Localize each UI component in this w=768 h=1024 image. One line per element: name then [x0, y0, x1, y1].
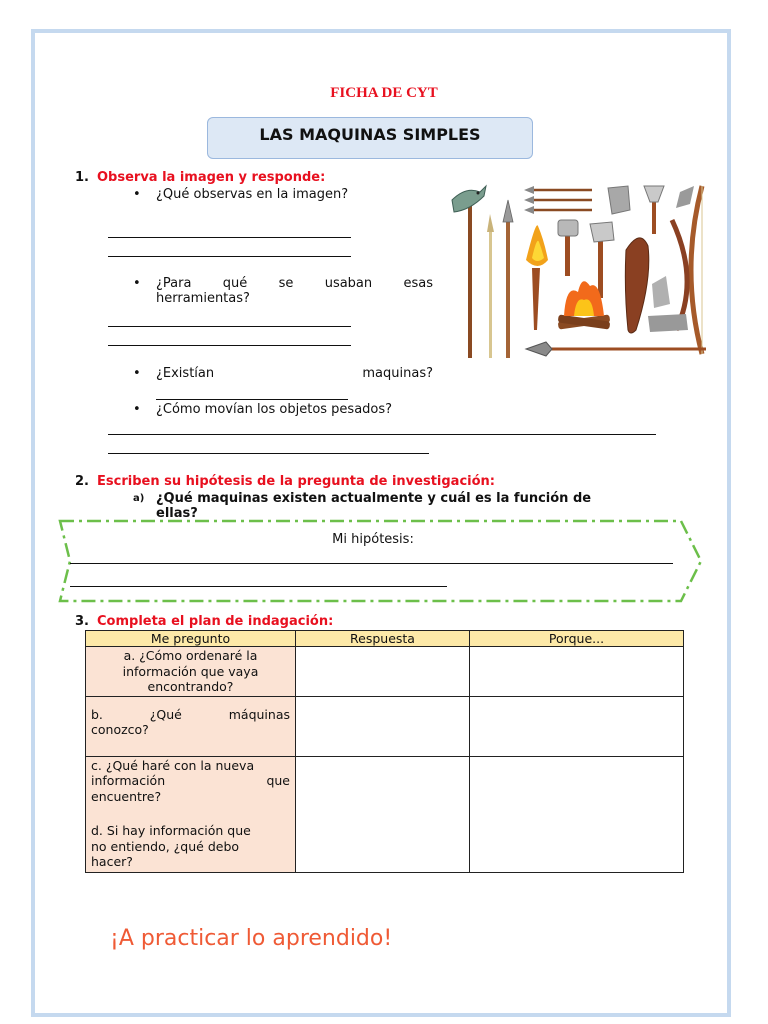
section-2-number: 2. [75, 474, 89, 489]
question-cell-b [86, 696, 296, 756]
tools-drawing [440, 180, 710, 360]
spacer [91, 804, 290, 823]
question-cell-a [86, 647, 296, 697]
table-row [86, 647, 684, 697]
primitive-tools-illustration [440, 180, 710, 360]
hypothesis-arrow-box [55, 517, 707, 605]
word: máquinas [228, 706, 290, 722]
section-1-title: Observa la imagen y responde: [97, 170, 326, 185]
section-3-title: Completa el plan de indagación: [97, 614, 334, 629]
answer-line[interactable] [108, 237, 351, 238]
answer-line[interactable] [156, 399, 348, 400]
question-2-line2: herramientas? [156, 291, 250, 306]
column-header-reason: Porque... [470, 631, 684, 647]
answer-line[interactable] [108, 256, 351, 257]
word: b. [91, 706, 103, 722]
word: ¿Qué [149, 706, 182, 722]
answer-line[interactable] [108, 326, 351, 327]
cell-line: d. Si hay información que [91, 823, 251, 838]
torch-icon [526, 225, 548, 330]
cell-line: hacer? [91, 854, 133, 869]
stone-hammer-icon [558, 220, 578, 276]
word: información [91, 773, 166, 788]
reason-cell[interactable] [470, 696, 684, 756]
question-3 [133, 366, 433, 381]
section-2-title: Escriben su hipótesis de la pregunta de investigación: [97, 474, 495, 489]
hypothesis-label: Mi hipótesis: [332, 532, 414, 547]
word: usaban [324, 276, 373, 291]
stone-icon [676, 186, 694, 208]
column-header-question: Me pregunto [86, 631, 296, 647]
footer-slogan: ¡A practicar lo aprendido! [110, 926, 393, 951]
question-4-text: ¿Cómo movían los objetos pesados? [156, 402, 393, 417]
cell-line [91, 773, 290, 789]
cell-line: no entiendo, ¿qué debo [91, 838, 240, 854]
answer-cell[interactable] [296, 696, 470, 756]
bullet-icon: • [133, 366, 141, 381]
section-3-number: 3. [75, 614, 89, 629]
worksheet-header: FICHA DE CYT [330, 85, 438, 101]
cell-line: encuentre? [91, 788, 162, 804]
stone-icon [608, 186, 630, 214]
long-spear-icon [526, 342, 706, 356]
fish-spear-icon [452, 186, 486, 358]
question-2 [133, 276, 433, 306]
cell-line: a. ¿Cómo ordenaré la [123, 648, 258, 663]
word: qué [222, 276, 248, 291]
section-1-number: 1. [75, 170, 89, 185]
question-3-end: maquinas? [362, 366, 433, 381]
hypothesis-line[interactable] [70, 586, 447, 587]
hypothesis-line[interactable] [70, 563, 673, 564]
worksheet-title: LAS MAQUINAS SIMPLES [207, 117, 533, 159]
question-1-text: ¿Qué observas en la imagen? [156, 187, 349, 202]
bullet-icon: • [133, 276, 141, 291]
inquiry-plan-table [85, 630, 684, 873]
stone-icon [652, 276, 670, 308]
spear-icon [487, 214, 494, 358]
answer-line[interactable] [108, 434, 656, 435]
answer-cell[interactable] [296, 756, 470, 872]
question-3-line [156, 366, 433, 381]
bullet-icon: • [133, 187, 141, 202]
club-icon [625, 238, 648, 333]
question-2-line1 [156, 276, 433, 291]
section-1-heading [75, 170, 325, 185]
word: ¿Para [156, 276, 192, 291]
cell-line: encontrando? [147, 679, 234, 694]
question-3-start: ¿Existían [156, 366, 215, 381]
reason-cell[interactable] [470, 647, 684, 697]
reason-cell[interactable] [470, 756, 684, 872]
cell-line: información que vaya [122, 663, 259, 679]
cell-line [91, 707, 290, 723]
word: que [266, 773, 290, 788]
answer-line[interactable] [108, 453, 429, 454]
bullet-icon: • [133, 402, 141, 417]
word: esas [403, 276, 433, 291]
cell-line: conozco? [91, 722, 149, 737]
section-2-heading [75, 474, 495, 489]
table-row [86, 756, 684, 872]
question-1 [133, 187, 349, 202]
stone-axe-icon [644, 186, 664, 234]
section-3-heading [75, 614, 333, 629]
stone-icon [648, 314, 688, 332]
answer-line[interactable] [108, 345, 351, 346]
table-header-row [86, 631, 684, 647]
question-4 [133, 402, 393, 417]
question-cell-cd [86, 756, 296, 872]
research-question-line1: ¿Qué maquinas existen actualmente y cuál es la función de [156, 491, 592, 506]
table-row [86, 696, 684, 756]
word: se [278, 276, 294, 291]
cell-line: c. ¿Qué haré con la nueva [91, 757, 255, 773]
arrows-icon [524, 186, 592, 214]
spear-icon [503, 200, 513, 358]
research-question-line2: ellas? [156, 506, 198, 521]
column-header-answer: Respuesta [296, 631, 470, 647]
sub-question-letter: a) [133, 493, 145, 504]
answer-cell[interactable] [296, 647, 470, 697]
